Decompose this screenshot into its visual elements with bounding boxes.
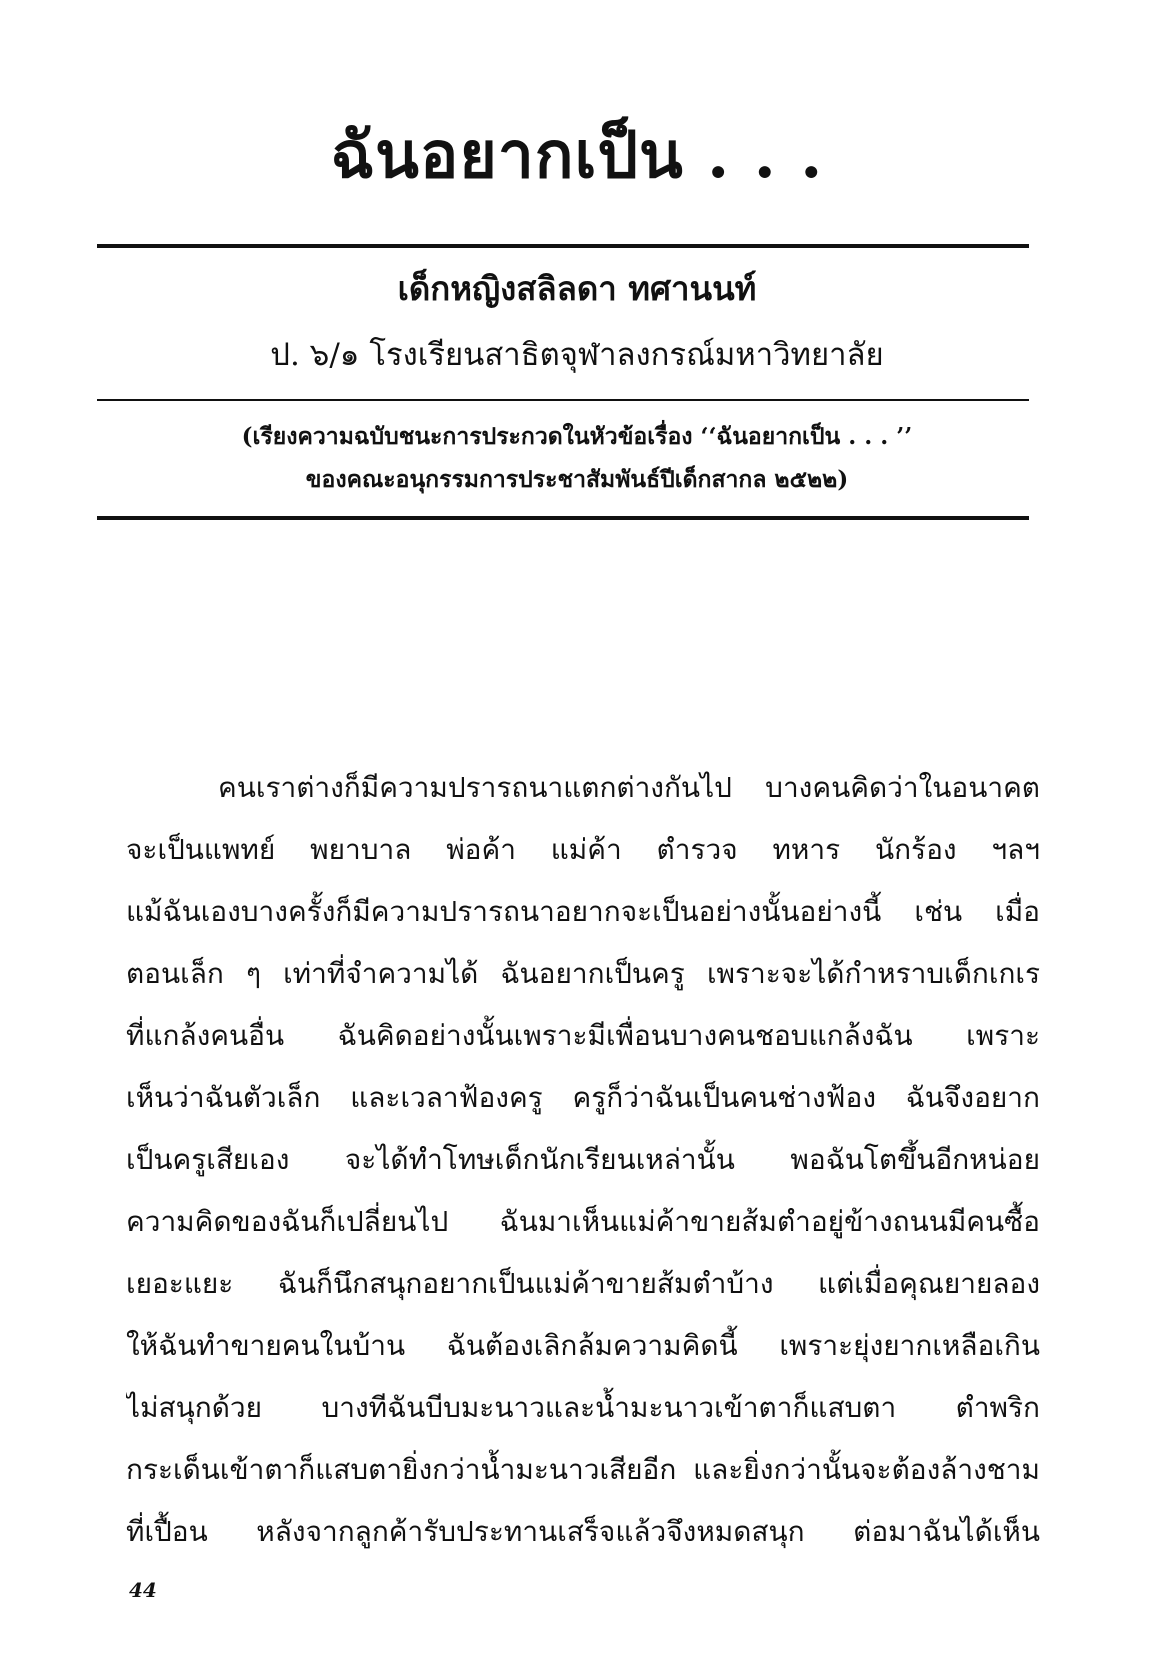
body-line: ให้ฉันทำขายคนในบ้าน ฉันต้องเลิกล้มความคิดนี้ เพราะยุ่งยากเหลือเกิน xyxy=(126,1329,1040,1362)
page-number: 44 xyxy=(129,1578,157,1602)
note-line-2: ของคณะอนุกรรมการประชาสัมพันธ์ปีเด็กสากล ๒๕๒๒) xyxy=(305,466,849,493)
essay-body xyxy=(126,757,1040,1563)
author-school: ป. ๖/๑ โรงเรียนสาธิตจุฬาลงกรณ์มหาวิทยาลัย xyxy=(270,337,884,373)
note-line-1: (เรียงความฉบับชนะการประกวดในหัวข้อเรื่อง ‘‘ฉันอยากเป็น . . . ’’ xyxy=(241,423,913,450)
body-line: ความคิดของฉันก็เปลี่ยนไป ฉันมาเห็นแม่ค้าขายส้มตำอยู่ข้างถนนมีคนซื้อ xyxy=(126,1205,1040,1238)
body-line: เยอะแยะ ฉันก็นึกสนุกอยากเป็นแม่ค้าขายส้มตำบ้าง แต่เมื่อคุณยายลอง xyxy=(126,1267,1040,1300)
author-name: เด็กหญิงสลิลดา ทศานนท์ xyxy=(397,269,757,308)
body-line: จะเป็นแพทย์ พยาบาล พ่อค้า แม่ค้า ตำรวจ ทหาร นักร้อง ฯลฯ xyxy=(126,833,1040,866)
body-line: ที่เปื้อน หลังจากลูกค้ารับประทานเสร็จแล้วจึงหมดสนุก ต่อมาฉันได้เห็น xyxy=(126,1515,1040,1548)
middle-divider xyxy=(97,399,1029,401)
body-line: ตอนเล็ก ๆ เท่าที่จำความได้ ฉันอยากเป็นครู เพราะจะได้กำหราบเด็กเกเร xyxy=(126,957,1040,990)
body-line: เห็นว่าฉันตัวเล็ก และเวลาฟ้องครู ครูก็ว่าฉันเป็นคนช่างฟ้อง ฉันจึงอยาก xyxy=(126,1081,1040,1114)
body-line: เป็นครูเสียเอง จะได้ทำโทษเด็กนักเรียนเหล่านั้น พอฉันโตขึ้นอีกหน่อย xyxy=(126,1143,1040,1176)
top-divider xyxy=(97,244,1029,248)
body-line: คนเราต่างก็มีความปรารถนาแตกต่างกันไป บางคนคิดว่าในอนาคต xyxy=(218,771,1040,804)
body-line: กระเด็นเข้าตาก็แสบตายิ่งกว่าน้ำมะนาวเสียอีก และยิ่งกว่านั้นจะต้องล้างชาม xyxy=(126,1453,1040,1486)
page-title: ฉันอยากเป็น . . . xyxy=(330,118,824,193)
bottom-divider xyxy=(97,516,1029,520)
body-line: แม้ฉันเองบางครั้งก็มีความปรารถนาอยากจะเป็นอย่างนั้นอย่างนี้ เช่น เมื่อ xyxy=(126,895,1040,928)
body-line: ที่แกล้งคนอื่น ฉันคิดอย่างนั้นเพราะมีเพื่อนบางคนชอบแกล้งฉัน เพราะ xyxy=(126,1019,1040,1052)
body-line: ไม่สนุกด้วย บางทีฉันบีบมะนาวและน้ำมะนาวเข้าตาก็แสบตา ตำพริก xyxy=(126,1391,1040,1424)
